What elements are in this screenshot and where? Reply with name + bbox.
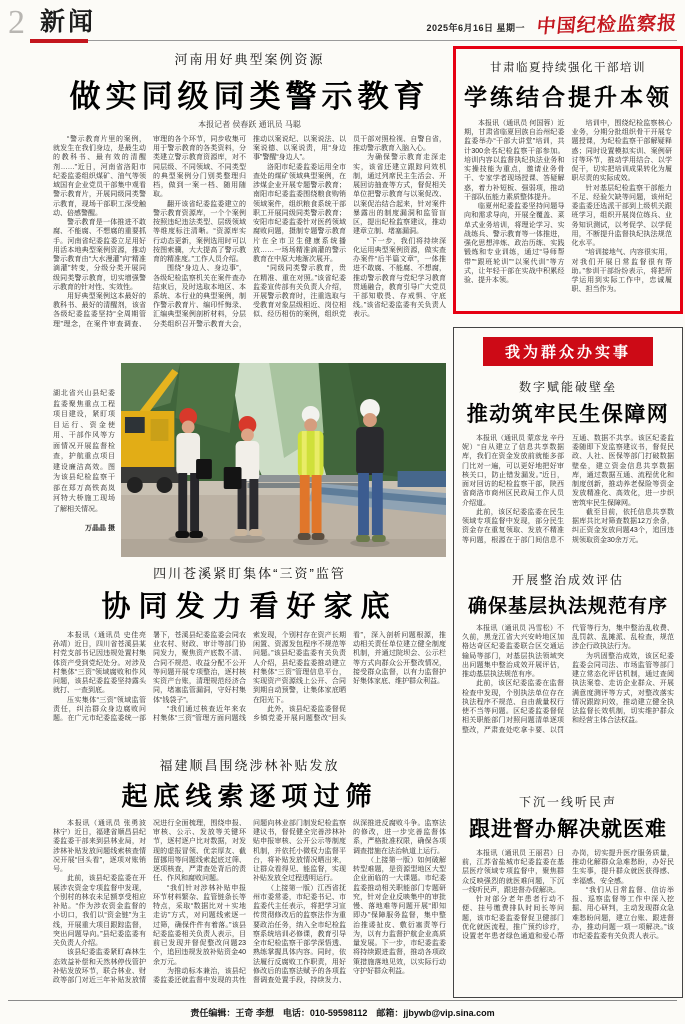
- campaign-section-box: [453, 327, 683, 998]
- photo-block: [53, 363, 446, 557]
- right-column-region: [453, 46, 683, 998]
- article-headline: 跟进督办解决就医难: [469, 817, 667, 841]
- section-underline-bar: [30, 39, 88, 43]
- article-medical-access: [462, 793, 674, 998]
- article-kicker: 数字赋能破壁垒: [518, 380, 617, 394]
- article-cangxi-sanzi: [53, 563, 446, 747]
- footer-editors: 责任编辑：王奇 李想 电话：010-59598112 邮箱：jjbywb@vip.sina.com: [190, 1008, 495, 1018]
- article-kicker: 开展整治成效评估: [511, 573, 624, 587]
- article-kicker: 河南用好典型案例资源: [174, 52, 325, 67]
- article-body: 本报讯（通讯员 蒙彦龙 辛丹妮）“自从建立了信息共享数据库，我们在资金发放前就能多部门比对一遍，可以更好地把好审核关口，防止错发漏发。”近日，面对回访的纪检监察干部，陕西省商洛市商州区民政局工作人员介绍道。 此前，该区纪委监委在民生领域专项监督中发现，部分民生资金存在重复领取、发放不精准等问题，根源在于部门间信息不互通、数据不共享。该区纪委监委随即下发监察建议书，督促民政、人社、医保等部门打破数据壁垒，建立资金信息共享数据库，通过数据互通、流程优化和制度创新，推动养老保险等资金发放精准化、高效化，进一步织密筑牢民生保障网。 截至目前，依托信息共享数据库共比对筛查数据12万余条，纠正资金发放问题43个，追回违规领取资金30余万元。: [462, 435, 674, 544]
- masthead-logo: 中国纪检监察报: [535, 13, 679, 38]
- photo-credit: 万晶晶 摄: [85, 525, 115, 532]
- page-number: 2: [8, 4, 25, 42]
- article-kicker: 四川苍溪紧盯集体“三资”监管: [153, 566, 346, 581]
- left-column-region: [53, 46, 446, 998]
- article-headline: 做实同级同类警示教育: [69, 79, 430, 114]
- article-kicker: 下沉一线听民声: [518, 795, 617, 809]
- article-byline: 本报记者 侯春跃 通讯员 马聪: [198, 120, 301, 129]
- article-kicker: 甘肃临夏持续强化干部培训: [490, 62, 646, 74]
- article-headline: 确保基层执法规范有序: [467, 596, 668, 617]
- news-photo: [121, 363, 446, 557]
- header-rule: [30, 40, 677, 41]
- article-headline: 起底线索逐项过筛: [121, 782, 378, 811]
- article-shared-database: [462, 378, 674, 560]
- article-headline: 协同发力看好家底: [101, 591, 398, 623]
- article-warning-education: [53, 46, 446, 356]
- photo-caption-text: 湖北省兴山县纪委监委聚焦重点工程项目建设，紧盯项目运行、资金使用、干部作风等方面情况开展监督检查，护航重点项目建设廉洁高效。图为该县纪检监察干部在郑万高铁高岚河特大桥施工现场了解相关情况。: [53, 390, 115, 513]
- campaign-banner: 我为群众办实事: [483, 337, 653, 366]
- section-title: 新闻: [40, 9, 97, 36]
- page-header: [8, 4, 679, 42]
- article-body: 本报讯（通讯员 王丽君）日前，江苏省盐城市纪委监委在基层医疗领域专项监督中，聚焦群众反映强烈的就医难问题，下沉一线听民声，跟进督办促解决。 针对部分老年患者行动不便、挂号缴费排队时间长等问题，该市纪委监委督促卫健部门优化就医流程，推广预约诊疗，设置老年患者绿色通道和爱心帮办岗，切实提升医疗服务质量，推动化解群众急难愁盼，办好民生实事，提升群众就医获得感、幸福感、安全感。 “我们从日常监督、信访举报、巡察监督等工作中深入挖掘、用心研判，主动发现群众急难愁盼问题，建立台账、跟进督办，推动问题一项一项解决。”该市纪委监委有关负责人表示。: [462, 850, 674, 941]
- footer-rule: [8, 1000, 677, 1001]
- photo-caption: [53, 363, 115, 557]
- article-shunchang-subsidy: [53, 755, 446, 1024]
- article-body: 本报讯（通讯员 何国蓉）近期，甘肃省临夏回族自治州纪委监委举办“干部大讲堂”培训，共计300余名纪检监察干部参加。培训内容以监督执纪执法业务和实操技能为重点，邀请业务骨干、专家学者现场授课、答疑解惑，着力补短板、强弱项，推动干部队伍能力素质整体提升。 临夏州纪委监委坚持问题导向和需求导向，开展全覆盖、菜单式业务培训，将理论学习、实战练兵、警示教育等一体推进，强化思想淬炼、政治历练、实践锻炼和专业训练，通过“导师帮带”“跟班轮训”“以案代训”等方式，让年轻干部在实战中积累经验、提升本领。 培训中，围绕纪检监察核心业务，分期分批组织骨干开展专题授课，为纪检监察干部解疑释惑；同时设置模拟实训、案例研讨等环节，推动学用结合、以学促干，切实把培训成果转化为履职尽责的实际成效。 针对基层纪检监察干部能力不足、经验欠缺等问题，该州纪委监委还选派干部到上级机关跟班学习，组织开展岗位练兵、业务知识测试，以考促学、以学促用，不断提升监督执纪执法规范化水平。 “培训接地气、内容很实用，对我们开展日常监督很有帮助。”参训干部纷纷表示，将把所学运用到实际工作中，忠诚履职、担当作为。: [464, 120, 672, 294]
- issue-date: 2025年6月16日 星期一: [426, 23, 525, 33]
- article-kicker: 福建顺昌围绕涉林补贴发放: [159, 758, 340, 773]
- article-body: 本报讯（通讯员 史佳亮 孙靖）近日，四川省苍溪县某村党支部书记因违规处置村集体资产受到党纪处分。对涉及村集体“三资”领域腐败和作风问题，该县纪委监委坚持露头就打、一查到底。 压实集体“三资”领域监管责任，纠治群众身边腐败问题。在广元市纪委监委统一部署下，苍溪县纪委监委会同农业农村、财政、审计等部门协同发力，聚焦资产底数不清、合同不规范、收益分配不公开等问题开展专项整治，逐村核实资产台账，清理规范经济合同，堵塞监管漏洞，守好村集体“钱袋子”。 “我们通过核查近年来农村集体“三资”管理方面问题线索发现，个别村存在资产长期闲置、资源发包程序不规范等问题。”该县纪委监委有关负责人介绍，县纪委监委推动建立村集体“三资”管理信息平台，实现资产资源线上公开、合同到期自动预警，让集体家底晒在阳光下。 此外，该县纪委监委督促乡镇党委开展问题整改“回头看”，深入剖析问题根源，推动相关责任单位建立健全制度机制，并通过院坝会、公示栏等方式向群众公开整改情况，接受群众监督，以有力监督护好集体家底、维护群众利益。: [53, 632, 446, 723]
- page-content: [53, 46, 681, 998]
- construction-site-photo: [121, 363, 446, 557]
- article-law-enforcement: [462, 571, 674, 782]
- article-headline: 推动筑牢民生保障网: [466, 402, 670, 426]
- article-headline: 学练结合提升本领: [464, 85, 672, 110]
- article-body: 本报讯（通讯员 张勇波 林宁）近日，福建省顺昌县纪委监委干部来到县林业局，对涉林补贴发放问题线索核查情况开展“回头看”，逐项对账销号。 此前，该县纪委监委在开展涉农资金专项监督中发现，个别村的林农未足额享受相应补贴。“作为涉农资金监督的小切口，我们以“资金链”为主线，开展重大项目跟踪监督，突出问题导向。”县纪委监委有关负责人介绍。 该县纪委监委紧盯森林生态效益补偿和天然林停伐管护补贴发放环节，联合林业、财政等部门对近三年补贴发放情况进行全面梳理，围绕申报、审核、公示、发放等关键环节，逐村逐户比对数据，对发现的虚报冒领、优亲厚友、截留挪用等问题线索起底过筛、逐项核查，严肃查处背后的责任、作风和腐败问题。 “我们针对涉林补贴申报环节材料繁杂、监管链条长等特点，采取“数据比对＋实地走访”方式，对问题线索逐一过筛，确保件件有着落。”该县纪委监委相关负责人表示，目前已发现并督促整改问题23个，追回违规发放补贴资金40余万元。 为推动标本兼治，该县纪委监委还就监督中发现的共性问题向林业部门制发纪检监察建议书，督促健全完善涉林补贴申报审核、公开公示等制度机制，并依托小微权力监督平台，将补贴发放情况晒出来，让群众看得见、能监督，实现补贴发放全过程透明运行。 （上接第一版）江西省抚州市委常委，市纪委书记、市监委代主任表示，将把学习宣传贯彻修改后的监察法作为重要政治任务，纳入全市纪检监察系统培训必修课，教育引导全市纪检监察干部学深悟透、熟练掌握具体内容。同时，依法履行反腐败工作职责，用好修改后的监察法赋予的各项监督调查处置手段，持续发力、纵深推进反腐败斗争。监察法的修改，进一步完善监督体系，严格批准权限，确保各项调查措施在法治轨道上运行。 （上接第一版）如何破解转型难题，是资源型地区大型企业面临的一大课题。市纪委监委推动相关职能部门专题研究，针对企业反映集中的审批慢、落地难等问题开展“即知即办”保障服务监督，集中整治推诿扯皮、敷衍塞责等行为，以有力监督护航企业高质量发展。下一步，市纪委监委将持续跟进监督，推动各项政策措施落地见效，以实际行动守护好群众利益。: [53, 820, 446, 984]
- article-body: “警示教育片里的案例，就发生在我们身边，是最生动的教科书、最有效的清醒剂……”近日，河南省洛阳市纪委监委组织煤矿、油气等领域国有企业党员干部集中观看警示教育片，开展同级同类警示教育，现场干部职工深受触动、倍感警醒。 警示教育是一体推进不敢腐、不能腐、不想腐的重要抓手。河南省纪委监委立足用好用活本地典型案例资源，推动警示教育由“大水漫灌”向“精准滴灌”转变，分级分类开展同级同类警示教育，切实增强警示教育的针对性、实效性。 用好典型案例这本最好的教科书、最好的清醒剂，该省各级纪委监委坚持“全周期管理”理念，在案件审查调查、审理的各个环节，同步收集可用于警示教育的各类资料，分类建立警示教育资源库，对不同层级、不同领域、不同类型的典型案例分门别类整理归档，做到一案一档、随用随取。 翻开该省纪委监委建立的警示教育资源库，一个个案例按照违纪违法类型、层级领域等维度标注清晰。“资源库实行动态更新，案例选用时可以按图索骥，大大提高了警示教育的精准度。”工作人员介绍。 围绕“身边人、身边事”，各级纪检监察机关在案件查办结束后，及时选取本地区、本系统、本行业的典型案例，制作警示教育片、编印忏悔录、汇编典型案例剖析材料，分层分类组织召开警示教育大会，推动以案说纪、以案说法、以案说德、以案说责，用“身边事”警醒“身边人”。 洛阳市纪委监委运用全市查处的煤矿领域典型案例，在涉煤企业开展专题警示教育；南阳市纪委监委围绕粮食购销领域案件，组织粮食系统干部职工开展同级同类警示教育；安阳市纪委监委针对医药领域腐败问题，摄制专题警示教育片在全市卫生健康系统播放……一场场精准滴灌的警示教育在中原大地渐次展开。 “同级同类警示教育，贵在精准、重在对照。”该省纪委监委宣传部有关负责人介绍，开展警示教育时，注重选取与受教育对象层级相近、岗位相似、经历相仿的案例，组织党员干部对照检视、自警自省，推动警示教育入脑入心。 为确保警示教育走深走实，该省还建立跟踪问效机制，通过列席民主生活会、开展回访抽查等方式，督促相关单位把警示教育与以案促改、以案促治结合起来，针对案件暴露出的制度漏洞和监管盲区，提出纪检监察建议，推动建章立制、堵塞漏洞。 “下一步，我们将持续深化运用典型案例资源，做实查办案件“后半篇文章”，一体推进不敢腐、不能腐、不想腐，推动警示教育与党纪学习教育贯通融合，教育引导广大党员干部知敬畏、存戒惧、守底线。”该省纪委监委有关负责人表示。: [53, 136, 446, 328]
- article-linxia-training: [453, 46, 683, 314]
- article-body: 本报讯（通讯员 冯雪松）不久前，黑龙江省大兴安岭地区加格达奇区纪委监委联合区交通运输局等部门，对基层执法领域突出问题集中整治成效开展评估，推动基层执法规范有序。 此前，该区纪委监委在监督检查中发现，个别执法单位存在执法程序不规范、自由裁量权行使不当等问题。区纪委监委督促相关职能部门对照问题清单逐项整改，严肃查处吃拿卡要、以罚代管等行为，集中整治乱收费、乱罚款、乱摊派、乱检查，规范涉企行政执法行为。 为巩固整治成效，该区纪委监委会同司法、市场监管等部门建立常态化评估机制，通过查阅执法案卷、走访企业群众、开展满意度测评等方式，对整改落实情况跟踪问效，推动建立健全执法监督长效机制，切实维护群众和经营主体合法权益。: [462, 625, 674, 734]
